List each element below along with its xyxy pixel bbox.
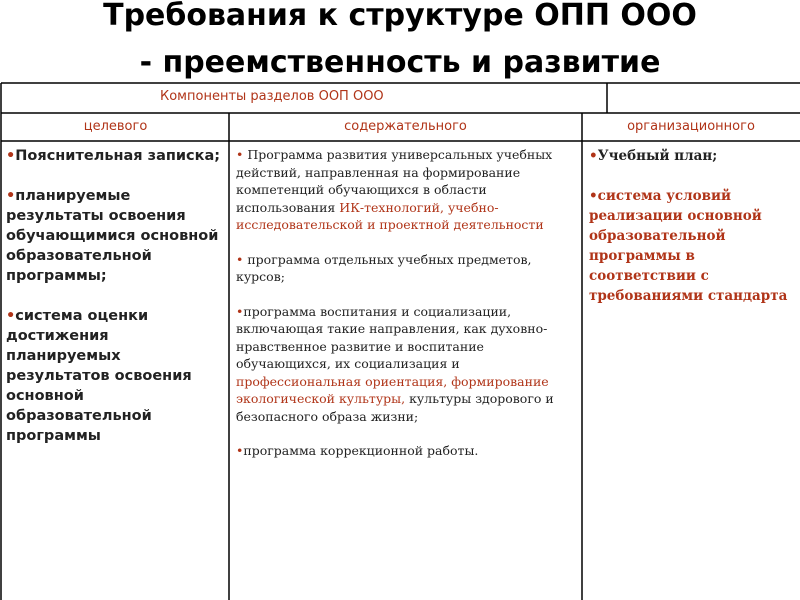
column-header-organizational: организационного xyxy=(627,119,755,134)
column-organizational-content xyxy=(589,146,797,326)
list-item: •программа воспитания и социализации, включающая такие направления, как духовно-нравственное развитие и воспитание обучающихся, их социализация и профессиональная ориентация, формирование экологической культуры, культуры здорового и безопасного образа жизни; xyxy=(236,303,554,424)
list-item: •система условий реализации основной образовательной программы в соответствии с требованиями стандарта xyxy=(589,188,788,304)
list-item: •система оценки достижения планируемых результатов освоения основной образовательной программы xyxy=(6,308,192,444)
column-target-content xyxy=(6,146,224,466)
column-header-content: содержательного xyxy=(344,119,467,134)
list-item: • Программа развития универсальных учебных действий, направленная на формирование компетенций обучающихся в области использования ИК-технологий, учебно-исследовательской и проектной деятельности xyxy=(236,147,553,232)
column-content-content xyxy=(236,146,576,477)
list-item: •Учебный план; xyxy=(589,148,718,164)
list-item: •Пояснительная записка; xyxy=(6,148,221,164)
list-item: •программа коррекционной работы. xyxy=(236,443,479,458)
table-header: Компоненты разделов ООП ООО xyxy=(160,89,384,104)
slide-title: Требования к структуре ОПП ООО xyxy=(103,0,697,33)
column-header-target: целевого xyxy=(83,119,148,134)
list-item: •планируемые результаты освоения обучающимися основной образовательной программы; xyxy=(6,188,219,284)
list-item: • программа отдельных учебных предметов, курсов; xyxy=(236,251,532,284)
slide-subtitle: - преемственность и развитие xyxy=(139,45,661,80)
